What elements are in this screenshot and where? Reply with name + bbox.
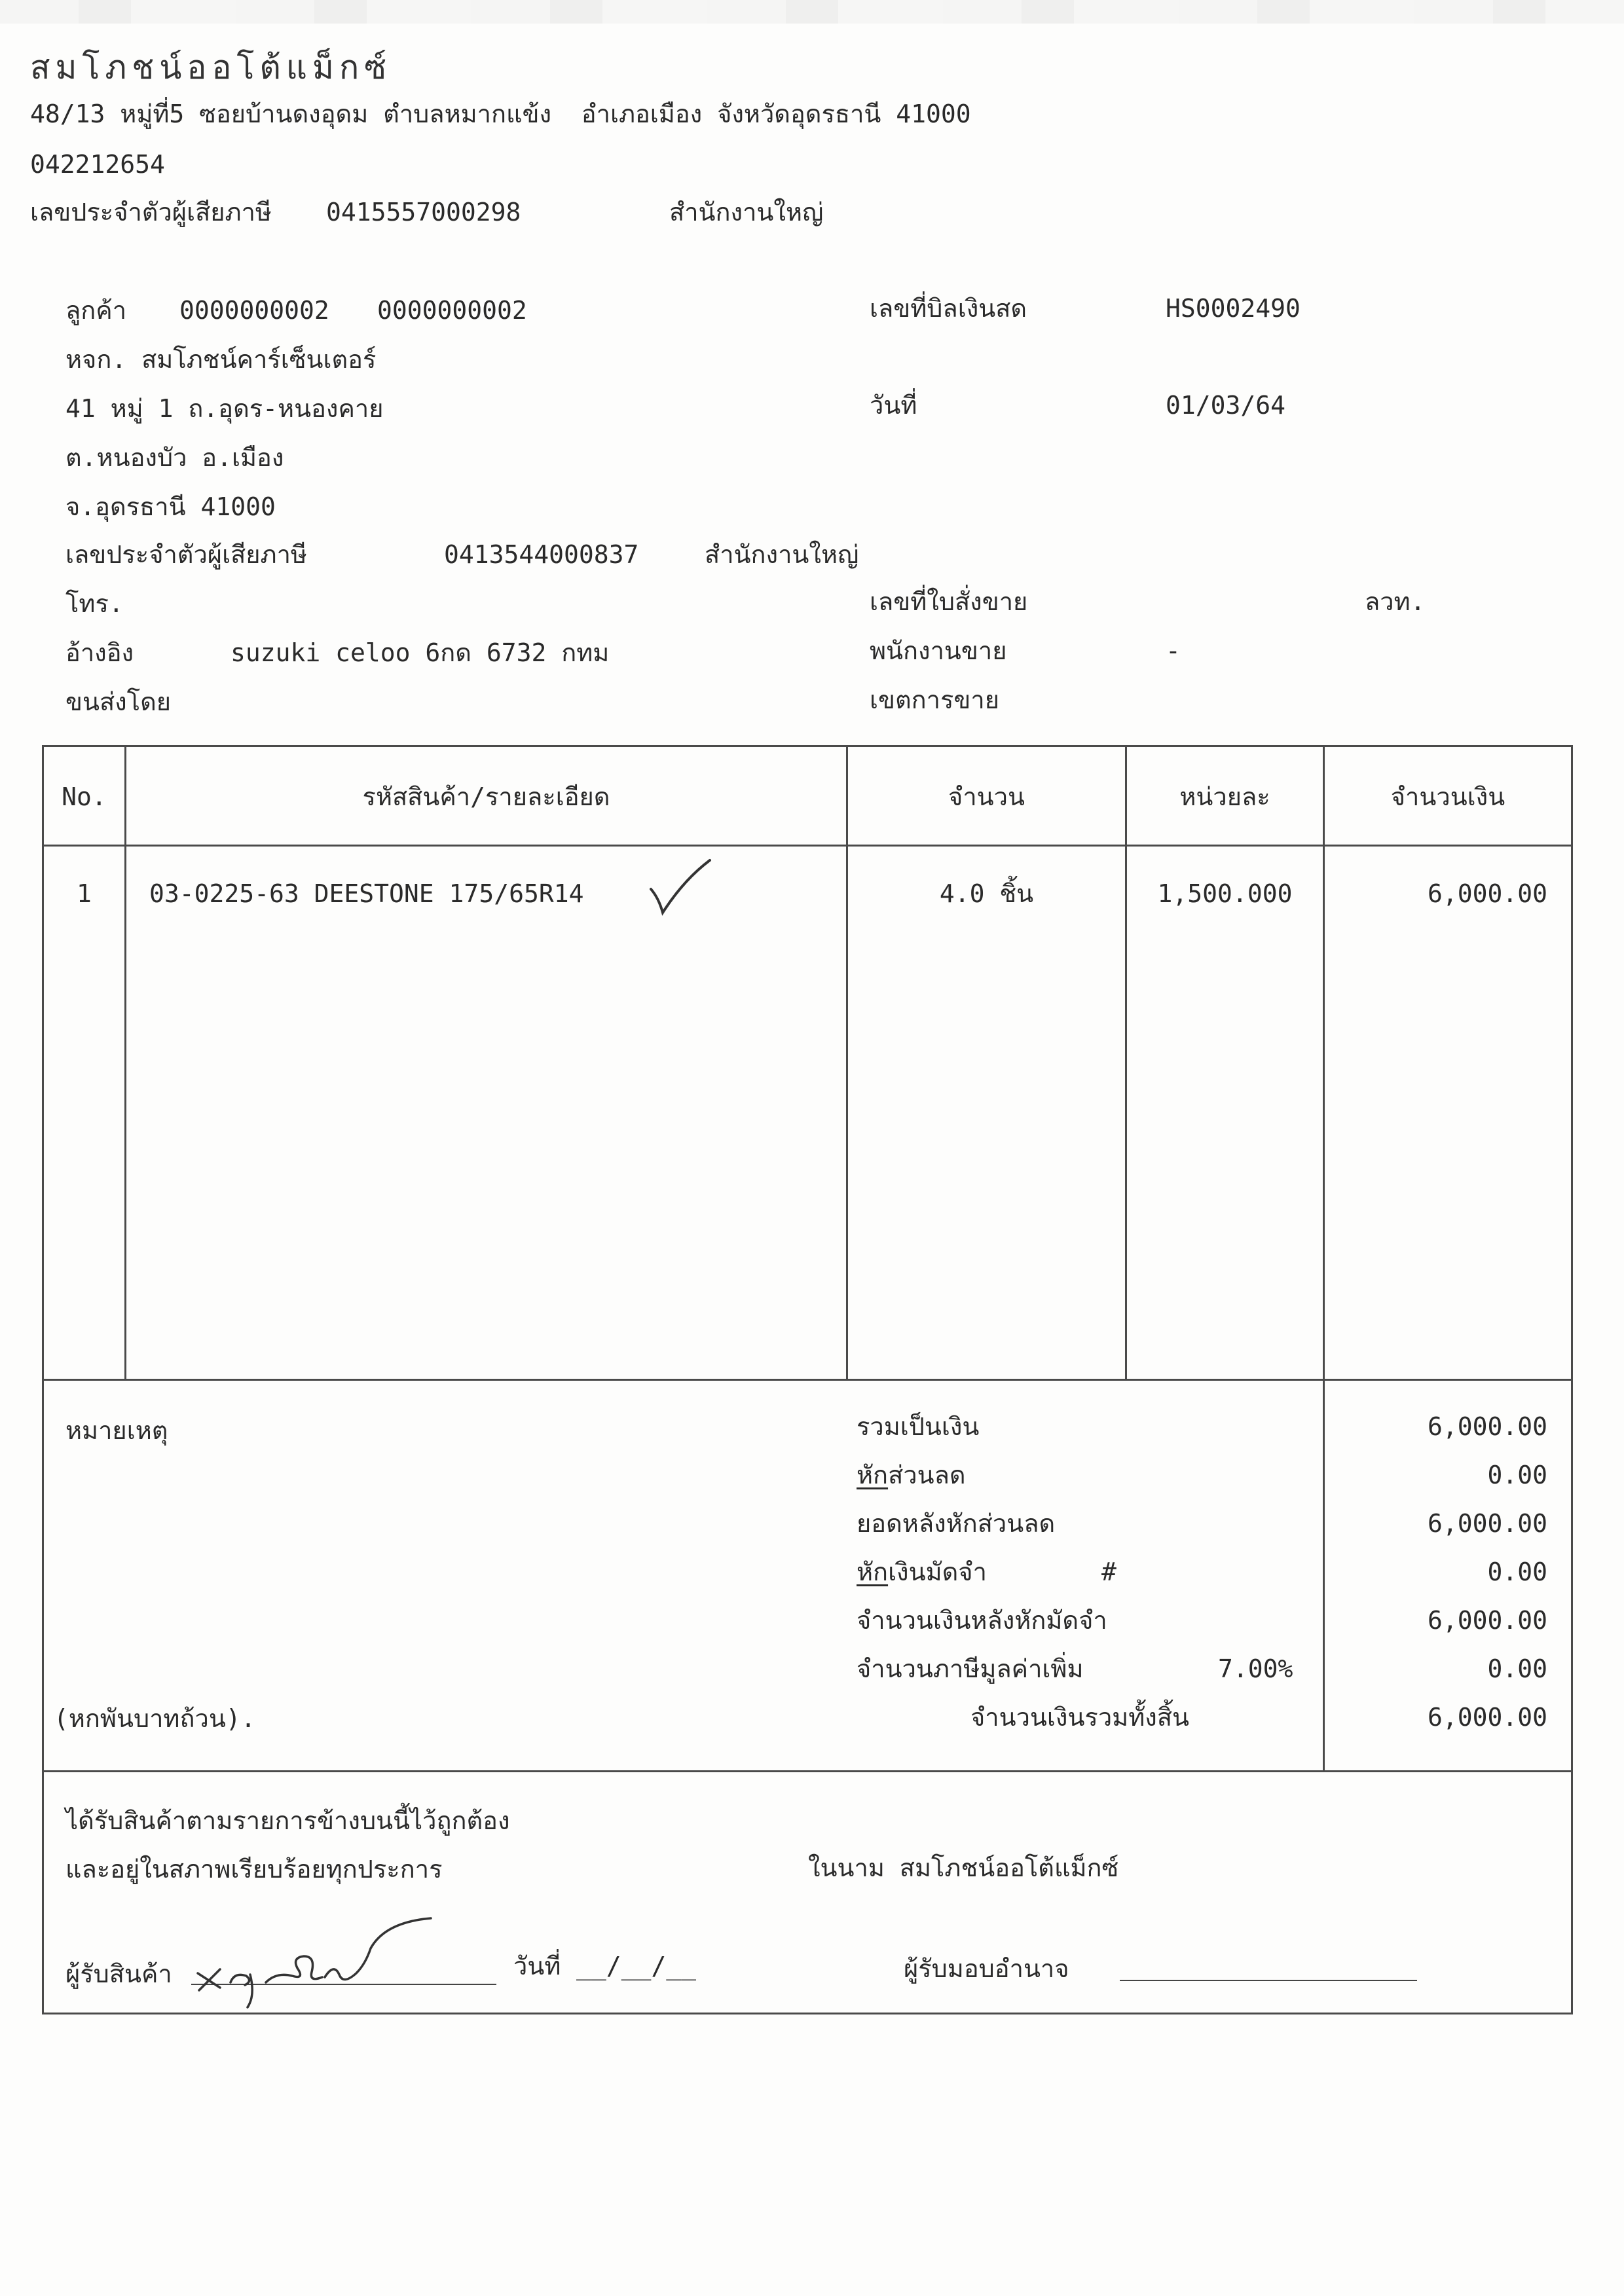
discount-label-deduct: หัก — [857, 1461, 889, 1489]
table-header-border — [42, 845, 1573, 847]
scan-edge — [0, 0, 1624, 24]
shipping-label: ขนส่งโดย — [65, 687, 172, 716]
footer-bottom-border — [42, 2013, 1573, 2014]
summary-total-value: 6,000.00 — [1427, 1412, 1547, 1441]
deposit-label-deduct: หัก — [857, 1558, 889, 1586]
summary-total-label: รวมเป็นเงิน — [857, 1412, 980, 1441]
summary-after-discount-label: ยอดหลังหักส่วนลด — [857, 1509, 1056, 1538]
sales-order-note: ลวท. — [1365, 587, 1426, 616]
salesperson-label: พนักงานขาย — [870, 636, 1007, 665]
col-header-no: No. — [62, 782, 107, 811]
summary-vat-value: 0.00 — [1487, 1654, 1547, 1683]
col-header-quantity: จำนวน — [948, 782, 1025, 811]
bill-date: 01/03/64 — [1166, 391, 1286, 420]
reference-value: suzuki celoo 6กด 6732 กทม — [231, 638, 610, 667]
reference-label: อ้างอิง — [65, 638, 134, 667]
deposit-label-rest: เงินมัดจำ — [888, 1558, 987, 1586]
col-header-amount: จำนวนเงิน — [1390, 782, 1505, 811]
receive-date-label: วันที่ — [513, 1952, 561, 1980]
summary-bottom-border — [42, 1770, 1573, 1772]
summary-after-deposit-label: จำนวนเงินหลังหักมัดจำ — [857, 1606, 1107, 1635]
amount-in-words: (หกพันบาทถ้วน). — [54, 1704, 256, 1733]
col-header-description: รหัสสินค้า/รายละเอียด — [362, 782, 610, 811]
summary-after-discount-value: 6,000.00 — [1427, 1509, 1547, 1538]
summary-grand-total-label: จำนวนเงินรวมทั้งสิ้น — [970, 1703, 1189, 1732]
col-divider-2 — [846, 745, 848, 1381]
col-divider-3 — [1125, 745, 1127, 1381]
authorized-label: ผู้รับมอบอำนาจ — [904, 1954, 1069, 1983]
summary-deposit-label — [857, 1559, 987, 1584]
summary-vat-label: จำนวนภาษีมูลค่าเพิ่ม — [857, 1654, 1084, 1683]
seller-address: 48/13 หมู่ที่5 ซอยบ้านดงอุดม ตำบลหมากแข้ง อำเภอเมือง จังหวัดอุดรธานี 41000 — [30, 100, 971, 128]
bill-number: HS0002490 — [1166, 294, 1301, 323]
sales-order-label: เลขที่ใบสั่งขาย — [870, 587, 1028, 616]
summary-grand-total-value: 6,000.00 — [1427, 1703, 1547, 1732]
row-no: 1 — [77, 879, 92, 908]
remark-label: หมายเหตุ — [65, 1416, 168, 1445]
discount-label-rest: ส่วนลด — [888, 1461, 966, 1489]
row-quantity: 4.0 ชิ้น — [939, 879, 1034, 908]
customer-code-2: 0000000002 — [377, 296, 527, 325]
row-description: 03-0225-63 DEESTONE 175/65R14 — [149, 879, 584, 908]
row-amount: 6,000.00 — [1427, 879, 1547, 908]
frame-right-border — [1571, 745, 1573, 2014]
customer-label: ลูกค้า — [65, 296, 127, 325]
customer-address-3: จ.อุดรธานี 41000 — [65, 492, 276, 521]
seller-name: สมโภชน์ออโต้แม็กซ์ — [30, 48, 392, 86]
customer-tax-id-label: เลขประจำตัวผู้เสียภาษี — [65, 540, 307, 569]
receive-date-blank: __/__/__ — [576, 1952, 697, 1980]
checkmark-icon — [648, 858, 714, 917]
customer-name: หจก. สมโภชน์คาร์เซ็นเตอร์ — [65, 345, 377, 374]
seller-tax-id: 0415557000298 — [326, 198, 521, 227]
customer-address-1: 41 หมู่ 1 ถ.อุดร-หนองคาย — [65, 394, 384, 423]
col-header-unit-price: หน่วยละ — [1179, 782, 1270, 811]
on-behalf-of: ในนาม สมโภชน์ออโต้แม็กซ์ — [808, 1853, 1119, 1882]
col-divider-1 — [124, 745, 126, 1381]
receiver-signature — [194, 1909, 443, 1994]
received-statement-2: และอยู่ในสภาพเรียบร้อยทุกประการ — [65, 1855, 443, 1884]
summary-deposit-ref: # — [1101, 1558, 1116, 1586]
receiver-label: ผู้รับสินค้า — [65, 1959, 172, 1988]
frame-left-border — [42, 745, 44, 2014]
table-bottom-border — [42, 1379, 1573, 1381]
bill-number-label: เลขที่บิลเงินสด — [870, 294, 1027, 323]
customer-branch: สำนักงานใหญ่ — [705, 540, 859, 569]
seller-phone: 042212654 — [30, 150, 165, 179]
row-unit-price: 1,500.000 — [1157, 879, 1293, 908]
seller-tax-id-label: เลขประจำตัวผู้เสียภาษี — [30, 198, 272, 227]
sales-zone-label: เขตการขาย — [870, 685, 999, 714]
summary-discount-value: 0.00 — [1487, 1461, 1547, 1489]
customer-address-2: ต.หนองบัว อ.เมือง — [65, 443, 284, 472]
table-top-border — [42, 745, 1573, 747]
authorized-signature-line — [1120, 1980, 1417, 1981]
customer-tax-id: 0413544000837 — [444, 540, 639, 569]
customer-phone-label: โทร. — [65, 589, 124, 618]
received-statement-1: ได้รับสินค้าตามรายการข้างบนนี้ไว้ถูกต้อง — [65, 1806, 510, 1835]
summary-vat-rate: 7.00% — [1218, 1654, 1293, 1683]
summary-deposit-value: 0.00 — [1487, 1558, 1547, 1586]
customer-code-1: 0000000002 — [179, 296, 329, 325]
summary-discount-label — [857, 1463, 966, 1487]
summary-after-deposit-value: 6,000.00 — [1427, 1606, 1547, 1635]
salesperson-value: - — [1166, 636, 1181, 665]
seller-branch: สำนักงานใหญ่ — [669, 198, 824, 227]
bill-date-label: วันที่ — [870, 391, 917, 420]
